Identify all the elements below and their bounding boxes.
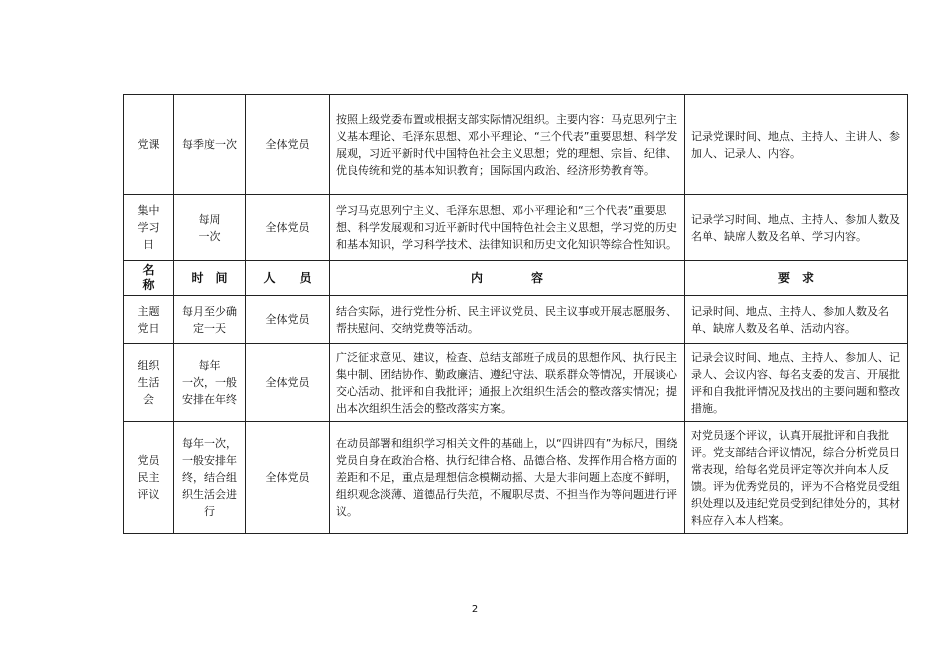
row-requirement: 记录党课时间、地点、主持人、主讲人、参加人、记录人、内容。	[685, 95, 908, 195]
row-requirement: 记录学习时间、地点、主持人、参加人数及名单、缺席人数及名单、学习内容。	[685, 195, 908, 261]
activity-table	[123, 94, 908, 534]
row-content: 结合实际，进行党性分析、民主评议党员、民主议事或开展志愿服务、帮扶慰问、交纳党费等活动。	[330, 296, 685, 344]
row-people: 全体党员	[246, 95, 330, 195]
row-requirement: 记录时间、地点、主持人、参加人数及名单、缺席人数及名单、活动内容。	[685, 296, 908, 344]
row-people: 全体党员	[246, 296, 330, 344]
row-time: 每月至少确 定一天	[174, 296, 246, 344]
row-time: 每年一次， 一般安排年 终，结合组 织生活会进 行	[174, 422, 246, 534]
row-content: 学习马克思列宁主义、毛泽东思想、邓小平理论和“三个代表”重要思想、科学发展观和习近平新时代中国特色社会主义思想，学习党的历史和基本知识，学习科学技术、法律知识和历史文化知识等综合性知识。	[330, 195, 685, 261]
row-name: 主题 党日	[124, 296, 174, 344]
row-requirement: 对党员逐个评议，认真开展批评和自我批评。党支部结合评议情况，综合分析党员日常表现，给每名党员评定等次并向本人反馈。评为优秀党员的，评为不合格党员受组织处理以及违纪党员受到纪律处分的，其材料应存入本人档案。	[685, 422, 908, 534]
row-content: 按照上级党委布置或根据支部实际情况组织。主要内容：马克思列宁主义基本理论、毛泽东思想、邓小平理论、“三个代表”重要思想、科学发展观，习近平新时代中国特色社会主义思想；党的理想、宗旨、纪律、优良传统和党的基本知识教育；国际国内政治、经济形势教育等。	[330, 95, 685, 195]
row-name: 组织 生活 会	[124, 344, 174, 422]
header-people: 人 员	[246, 261, 330, 296]
row-time: 每周 一次	[174, 195, 246, 261]
row-time: 每年 一次，一般 安排在年终	[174, 344, 246, 422]
row-people: 全体党员	[246, 422, 330, 534]
page-number: 2	[471, 604, 479, 615]
row-requirement: 记录会议时间、地点、主持人、参加人、记录人、会议内容、每名支委的发言、开展批评和自我批评情况及找出的主要问题和整改措施。	[685, 344, 908, 422]
row-name: 集中 学习 日	[124, 195, 174, 261]
row-name: 党员 民主 评议	[124, 422, 174, 534]
header-requirement: 要 求	[685, 261, 908, 296]
table-row	[124, 195, 908, 261]
row-people: 全体党员	[246, 195, 330, 261]
header-time: 时 间	[174, 261, 246, 296]
row-content: 在动员部署和组织学习相关文件的基础上，以“四讲四有”为标尺，围绕党员自身在政治合格、执行纪律合格、品德合格、发挥作用合格方面的差距和不足，重点是理想信念模糊动摇、大是大非问题上态度不鲜明，组织观念淡薄、道德品行失范，不履职尽责、不担当作为等问题进行评议。	[330, 422, 685, 534]
row-people: 全体党员	[246, 344, 330, 422]
header-name: 名 称	[124, 261, 174, 296]
table-row	[124, 422, 908, 534]
header-content: 内 容	[330, 261, 685, 296]
table-row	[124, 296, 908, 344]
table-row	[124, 344, 908, 422]
table-row	[124, 95, 908, 195]
header-row	[124, 261, 908, 296]
row-time: 每季度一次	[174, 95, 246, 195]
row-content: 广泛征求意见、建议，检查、总结支部班子成员的思想作风、执行民主集中制、团结协作、勤政廉洁、遵纪守法、联系群众等情况，开展谈心交心活动、批评和自我批评；通报上次组织生活会的整改落实情况；提出本次组织生活会的整改落实方案。	[330, 344, 685, 422]
row-name: 党课	[124, 95, 174, 195]
